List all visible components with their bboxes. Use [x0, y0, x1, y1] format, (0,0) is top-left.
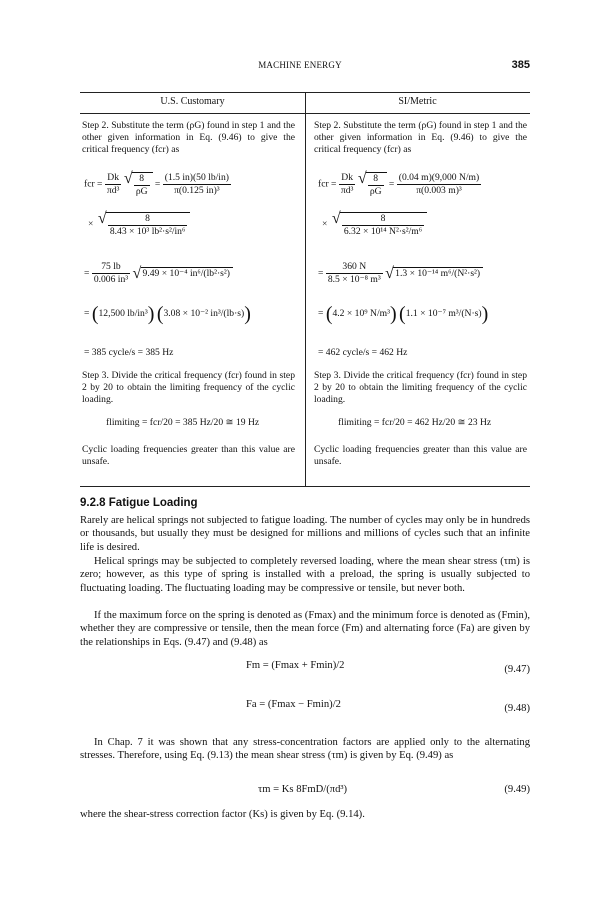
us-eq3-den: 0.006 in³ [93, 273, 129, 285]
us-eq1-dk: Dk [105, 173, 122, 185]
us-note-text: Cyclic loading frequencies greater than this value are unsafe. [82, 444, 295, 468]
page-number: 385 [511, 59, 530, 71]
si-eq1-8: √ 8 [368, 174, 384, 186]
running-title: MACHINE ENERGY [258, 60, 342, 70]
si-eq-products: = (4.2 × 10⁹ N/m³) (1.1 × 10⁻⁷ m³/(N·s)) [318, 303, 489, 325]
si-eq-result: = 462 cycle/s = 462 Hz [318, 347, 408, 358]
section-paragraph-3 [80, 609, 530, 649]
us-eq3-rad: √ 9.49 × 10⁻⁴ in⁶/(lb²·s²) [141, 267, 233, 279]
us-eq4-a: 12,500 lb/in³ [98, 308, 148, 320]
si-eq1-den: π(0.003 m)³ [416, 184, 462, 196]
table-column-divider [305, 92, 306, 486]
running-header [0, 60, 600, 74]
us-eq1-lhs: fcr = [84, 178, 103, 190]
us-eq1-rhog: ρG [135, 185, 148, 197]
us-eq1-num: (1.5 in)(50 lb/in) [164, 172, 229, 183]
us-eq-limiting: flimiting = fcr/20 = 385 Hz/20 ≅ 19 Hz [106, 417, 260, 428]
si-eq2-den: 6.32 × 10¹⁴ N²·s²/m⁶ [343, 225, 423, 237]
equation-9-47: Fm = (Fmax + Fmin)/2 [246, 660, 345, 671]
section-paragraph-2 [80, 555, 530, 595]
si-metric-heading: SI/Metric [398, 96, 437, 107]
paragraph-4-text: In Chap. 7 it was shown that any stress-concentration factors are applied only to the alternating stresses. Therefore, using Eq. (9.13) the mean shear stress (τm) is given by Eq. (9.49) as [80, 737, 530, 762]
si-eq1-lhs: fcr = [318, 178, 337, 190]
si-eq3-den: 8.5 × 10⁻⁸ m³ [327, 273, 381, 285]
si-eq1-rhog: ρG [369, 185, 382, 197]
us-note-block [82, 444, 295, 468]
si-step3-block [314, 370, 527, 407]
us-eq2-den: 8.43 × 10³ lb²·s²/in⁶ [109, 225, 186, 237]
us-eq-step-simplified: = $\frac{75 lb}{\text{0.006 in³}}$ √ 9.49 × 10⁻⁴ in⁶/(lb²·s²) [84, 262, 233, 284]
us-eq2-times: × [88, 218, 94, 230]
us-eq2-num: √ 8 [108, 214, 187, 226]
equation-9-48: Fa = (Fmax − Fmin)/2 [246, 699, 341, 710]
us-customary-heading: U.S. Customary [160, 96, 225, 107]
us-eq-radicand [88, 212, 190, 236]
equation-9-48-number: (9.48) [504, 703, 530, 714]
section-heading: 9.2.8 Fatigue Loading [80, 497, 198, 509]
us-eq1-den: π(0.125 in)³ [174, 184, 220, 196]
paragraph-3-text: If the maximum force on the spring is denoted as (Fmax) and the minimum force is denoted as (Fmin), whether they are compressive or tensile, then the mean force (Fm) and alternating force (Fa) are given by the relationships in Eqs. (9.47) and (9.48) as [80, 610, 530, 648]
us-customary-column [82, 120, 295, 157]
us-eq1-pid3: πd³ [106, 184, 120, 196]
equation-9-47-number: (9.47) [504, 664, 530, 675]
si-eq-critical-frequency: fcr = $\frac{Dk}{\text{πd³}}$ √ $\frac{8}{\rho G}$ = $\frac{(0.04 m)(9,000 N/m)}{\text{π(0.003 m)³}}$ [318, 172, 481, 196]
section-paragraph-4 [80, 736, 530, 763]
si-eq-step-simplified: = $\frac{360 N}{\text{8.5 × 10⁻⁸ m³}}$ √ 1.3 × 10⁻¹⁴ m⁶/(N²·s²) [318, 262, 483, 284]
si-eq1-num: (0.04 m)(9,000 N/m) [398, 172, 480, 183]
table-bottom-rule [80, 486, 530, 487]
si-eq4-b: 1.1 × 10⁻⁷ m³/(N·s) [405, 308, 482, 320]
us-eq-result: = 385 cycle/s = 385 Hz [84, 347, 174, 358]
si-note-block [314, 444, 527, 468]
us-step3-block [82, 370, 295, 407]
si-eq-limiting: flimiting = fcr/20 = 462 Hz/20 ≅ 23 Hz [338, 417, 492, 428]
section-paragraph-5 [80, 808, 530, 821]
equation-9-49: τm = Ks 8FmD/(πd³) [258, 784, 348, 795]
si-eq1-dk: Dk [339, 173, 356, 185]
paragraph-5-text: where the shear-stress correction factor (Ks) is given by Eq. (9.14). [80, 809, 365, 820]
si-eq4-a: 4.2 × 10⁹ N/m³ [332, 308, 390, 320]
equation-9-49-number: (9.49) [504, 784, 530, 795]
section-paragraph-1 [80, 514, 530, 554]
us-eq-critical-frequency: fcr = $\frac{Dk}{\text{πd³}}$ √ $\frac{8}{\rho G}$ = $\frac{(1.5 in)(50 lb/in)}{\text{π(0.125 in)³}}$ [84, 172, 231, 196]
si-eq3-rad: √ 1.3 × 10⁻¹⁴ m⁶/(N²·s²) [393, 267, 483, 279]
si-eq1-pid3: πd³ [340, 184, 354, 196]
si-eq2-num: √ 8 [342, 214, 424, 226]
us-step2-text: Step 2. Substitute the term (ρG) found in step 1 and the other given information in Eq. (9.46) to give the critical frequency (fcr) as [82, 120, 295, 156]
paragraph-2-text: Helical springs may be subjected to completely reversed loading, where the mean shear stress (τm) is zero; however, as this type of spring is installed with a preload, the spring is usually subjected to fluctuating loading. The fluctuating loading may be compressive or tensile, but never both. [80, 556, 530, 594]
si-eq2-times: × [322, 218, 328, 230]
us-step3-text: Step 3. Divide the critical frequency (fcr) found in step 2 by 20 to obtain the limiting frequency of the cyclic loading. [82, 370, 295, 406]
si-note-text: Cyclic loading frequencies greater than this value are unsafe. [314, 444, 527, 468]
si-metric-column [314, 120, 527, 157]
us-eq-products: = (12,500 lb/in³) (3.08 × 10⁻² in³/(lb·s)) [84, 303, 251, 325]
us-eq1-8: √ 8 [134, 174, 150, 186]
si-eq3-num: 360 N [326, 262, 383, 274]
paragraph-1-text: Rarely are helical springs not subjected to fatigue loading. The number of cycles may only be in hundreds or thousands, but usually they must be designed for millions and millions of cycles such that an infinite life is desired. [80, 515, 530, 553]
us-eq4-b: 3.08 × 10⁻² in³/(lb·s) [163, 308, 245, 320]
si-step2-text: Step 2. Substitute the term (ρG) found in step 1 and the other given information in Eq. (9.46) to give the critical frequency (fcr) as [314, 120, 527, 156]
si-step3-text: Step 3. Divide the critical frequency (fcr) found in step 2 by 20 to obtain the limiting frequency of the cyclic loading. [314, 370, 527, 406]
si-eq-radicand [322, 212, 427, 236]
us-eq3-num: 75 lb [92, 262, 130, 274]
